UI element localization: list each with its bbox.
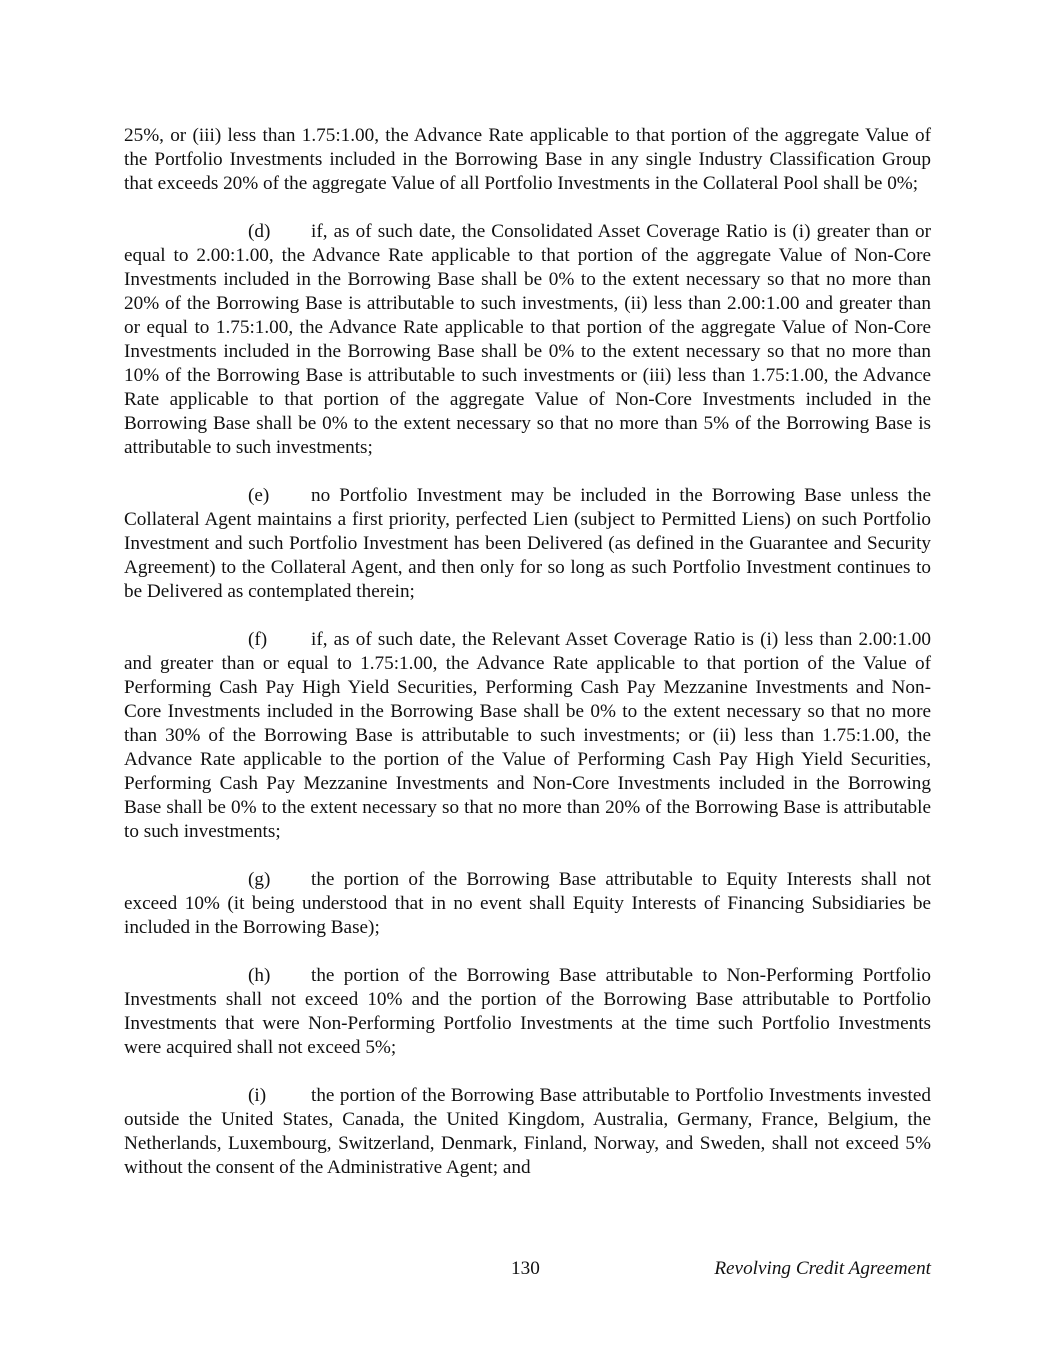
clause-text: the portion of the Borrowing Base attributable to Non-Performing Portfolio Investments shall not exceed 10% and the portion of the Borrowing Base attributable to Portfolio Investments that were Non-Performing Portfolio Investments at the time such Portfolio Investments were acquired shall not exceed 5%; xyxy=(124,965,931,1058)
clause-label: (h) xyxy=(248,965,271,986)
clause-text: the portion of the Borrowing Base attributable to Portfolio Investments invested outside the United States, Canada, the United Kingdom, Australia, Germany, France, Belgium, the Netherlands, Luxembourg, Switzerland, Denmark, Finland, Norway, and Sweden, shall not exceed 5% without the consent of the Administrative Agent; and xyxy=(124,1085,931,1178)
clause-text: the portion of the Borrowing Base attributable to Equity Interests shall not exceed 10% (it being understood that in no event shall Equity Interests of Financing Subsidiaries be included in the Borrowing Base); xyxy=(124,869,931,938)
clause-label: (f) xyxy=(248,629,268,650)
intro-paragraph: 25%, or (iii) less than 1.75:1.00, the Advance Rate applicable to that portion of the aggregate Value of the Portfolio Investments included in the Borrowing Base in any single Industry Classification Group that exceeds 20% of the aggregate Value of all Portfolio Investments in the Collateral Pool shall be 0%; xyxy=(124,125,931,194)
document-body xyxy=(124,124,931,1204)
clause-label: (g) xyxy=(248,869,271,890)
document-title: Revolving Credit Agreement xyxy=(714,1258,931,1279)
clause-text: if, as of such date, the Relevant Asset Coverage Ratio is (i) less than 2.00:1.00 and greater than or equal to 1.75:1.00, the Advance Rate applicable to that portion of the Value of Performing Cash Pay High Yield Securities, Performing Cash Pay Mezzanine Investments and Non-Core Investments included in the Borrowing Base shall be 0% to the extent necessary so that no more than 30% of the Borrowing Base is attributable to such investments; or (ii) less than 1.75:1.00, the Advance Rate applicable to the portion of the Value of Performing Cash Pay High Yield Securities, Performing Cash Pay Mezzanine Investments and Non-Core Investments included in the Borrowing Base shall be 0% to the extent necessary so that no more than 20% of the Borrowing Base is attributable to such investments; xyxy=(124,629,931,842)
clause-f xyxy=(124,628,931,844)
clause-text: no Portfolio Investment may be included in the Borrowing Base unless the Collateral Agent maintains a first priority, perfected Lien (subject to Permitted Liens) on such Portfolio Investment and such Portfolio Investment has been Delivered (as defined in the Guarantee and Security Agreement) to the Collateral Agent, and then only for so long as such Portfolio Investment continues to be Delivered as contemplated therein; xyxy=(124,485,931,602)
clause-d xyxy=(124,220,931,460)
clause-text: if, as of such date, the Consolidated Asset Coverage Ratio is (i) greater than or equal to 2.00:1.00, the Advance Rate applicable to that portion of the aggregate Value of Non-Core Investments included in the Borrowing Base shall be 0% to the extent necessary so that no more than 20% of the Borrowing Base is attributable to such investments, (ii) less than 2.00:1.00 and greater than or equal to 1.75:1.00, the Advance Rate applicable to that portion of the aggregate Value of Non-Core Investments included in the Borrowing Base shall be 0% to the extent necessary so that no more than 10% of the Borrowing Base is attributable to such investments or (iii) less than 1.75:1.00, the Advance Rate applicable to that portion of the aggregate Value of Non-Core Investments included in the Borrowing Base shall be 0% to the extent necessary so that no more than 5% of the Borrowing Base is attributable to such investments; xyxy=(124,221,931,458)
page-number: 130 xyxy=(511,1258,540,1279)
clause-label: (i) xyxy=(248,1085,267,1106)
clause-g xyxy=(124,868,931,940)
clause-label: (e) xyxy=(248,485,270,506)
page-footer xyxy=(124,1257,931,1281)
clause-i xyxy=(124,1084,931,1180)
clause-label: (d) xyxy=(248,221,271,242)
clause-h xyxy=(124,964,931,1060)
clause-e xyxy=(124,484,931,604)
